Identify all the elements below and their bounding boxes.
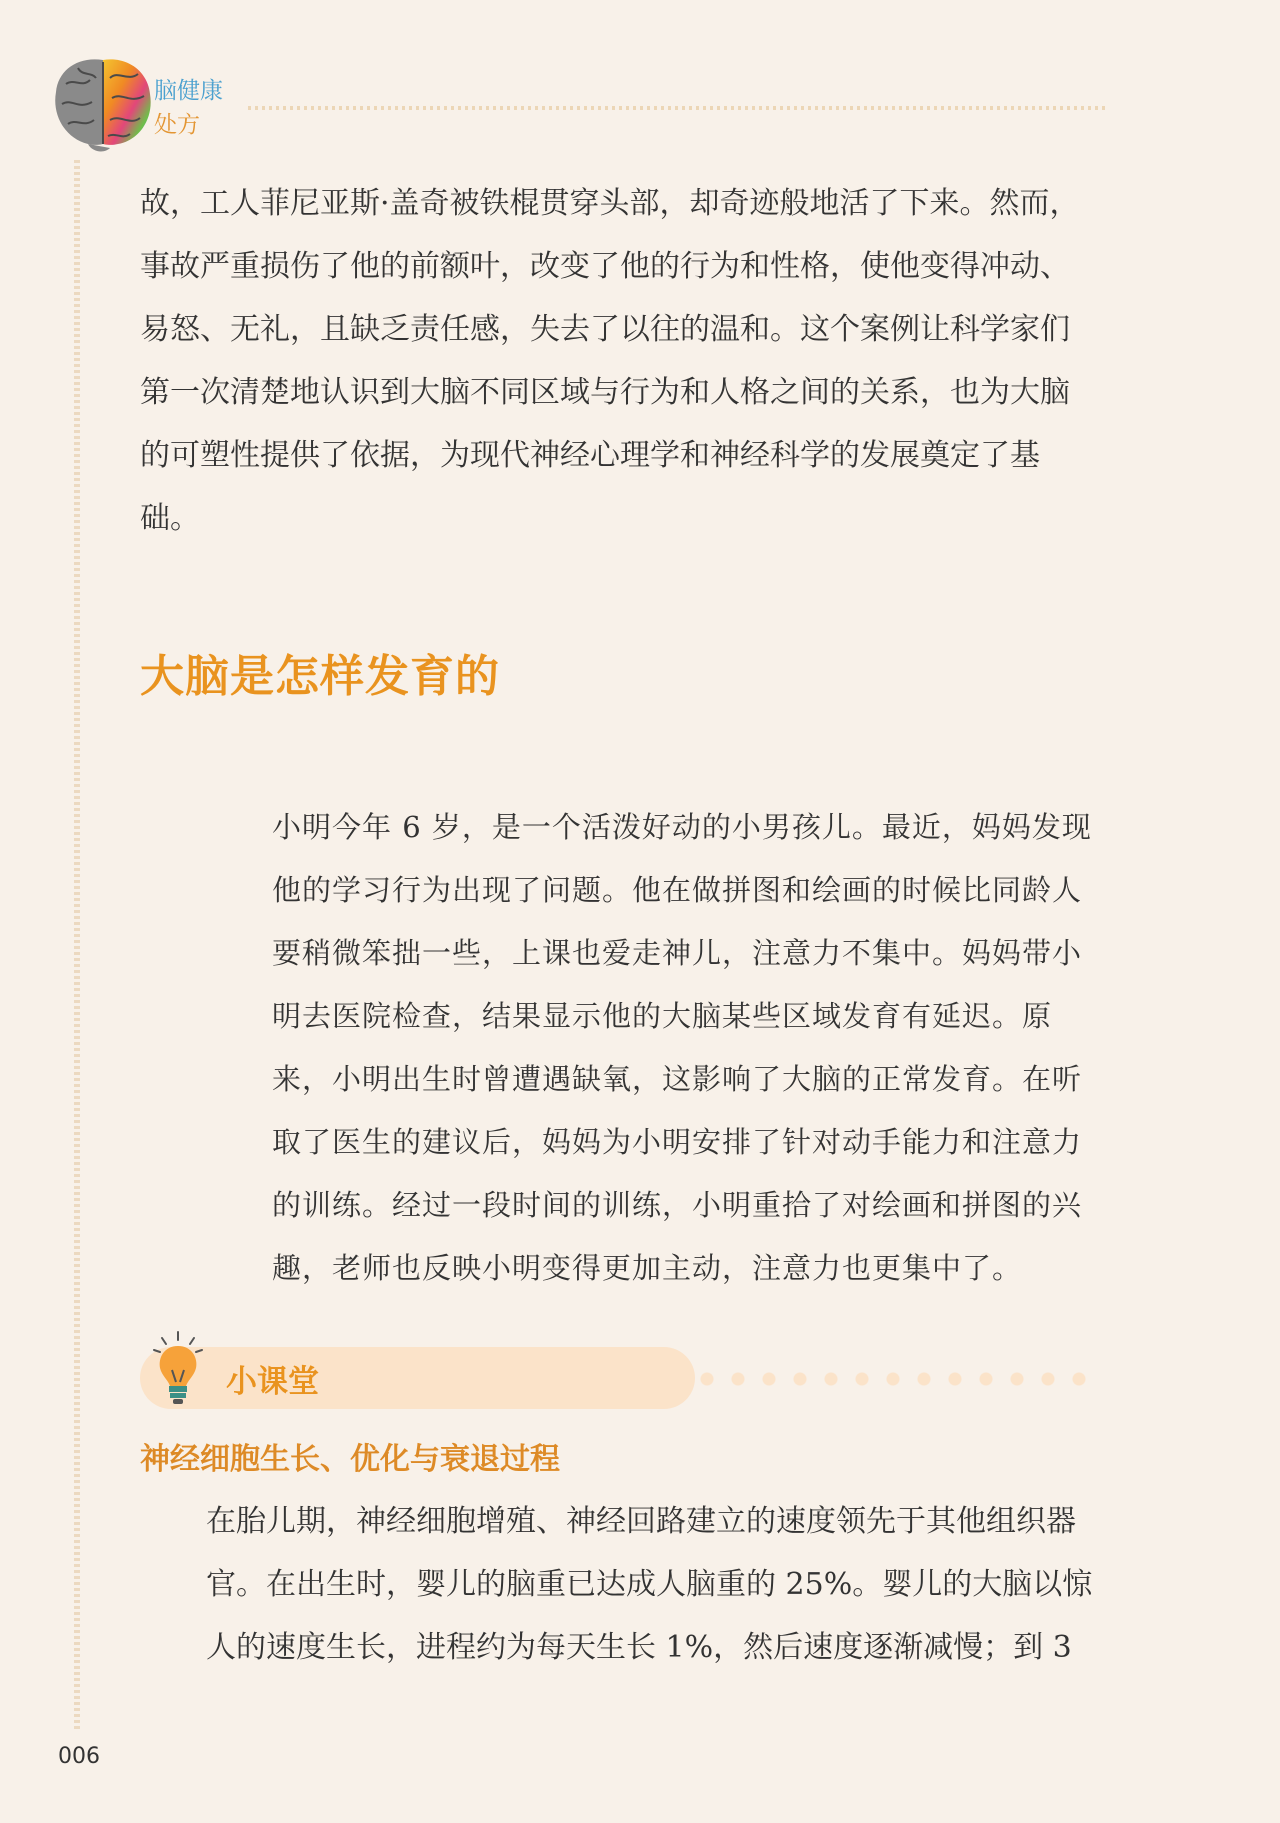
brain-logo-icon: [48, 48, 158, 158]
story-paragraph: [206, 796, 1094, 1300]
header-title-line2: 处方: [154, 112, 200, 138]
lesson-dotted-trail: [700, 1372, 1100, 1386]
page-number: 006: [58, 1744, 100, 1769]
lesson-paragraph-text: 在胎儿期，神经细胞增殖、神经回路建立的速度领先于其他组织器官。在出生时，婴儿的脑重已达成人脑重的 25%。婴儿的大脑以惊人的速度生长，进程约为每天生长 1%，然后速度逐渐减慢；到 3: [206, 1504, 1093, 1665]
intro-paragraph: 故，工人菲尼亚斯·盖奇被铁棍贯穿头部，却奇迹般地活了下来。然而，事故严重损伤了他的前额叶，改变了他的行为和性格，使他变得冲动、易怒、无礼，且缺乏责任感，失去了以往的温和。这个案例让科学家们第一次清楚地认识到大脑不同区域与行为和人格之间的关系，也为大脑的可塑性提供了依据，为现代神经心理学和神经科学的发展奠定了基础。: [140, 186, 1080, 536]
lesson-subheading: 神经细胞生长、优化与衰退过程: [140, 1442, 560, 1477]
page-header: [48, 48, 1048, 168]
header-title-line1: 脑健康: [154, 78, 223, 104]
lightbulb-icon: [148, 1330, 208, 1410]
margin-rule: [74, 160, 80, 1730]
section-title: 大脑是怎样发育的: [140, 651, 500, 702]
lesson-paragraph: [140, 1490, 1095, 1679]
lesson-label: 小课堂: [226, 1364, 319, 1400]
story-text: 小明今年 6 岁，是一个活泼好动的小男孩儿。最近，妈妈发现他的学习行为出现了问题。他在做拼图和绘画的时候比同龄人要稍微笨拙一些，上课也爱走神儿，注意力不集中。妈妈带小明去医院检查，结果显示他的大脑某些区域发育有延迟。原来，小明出生时曾遭遇缺氧，这影响了大脑的正常发育。在听取了医生的建议后，妈妈为小明安排了针对动手能力和注意力的训练。经过一段时间的训练，小明重拾了对绘画和拼图的兴趣，老师也反映小明变得更加主动，注意力也更集中了。: [272, 810, 1092, 1285]
lesson-banner: [140, 1347, 695, 1409]
header-dotted-line: [248, 106, 1108, 110]
header-title: [154, 74, 223, 142]
